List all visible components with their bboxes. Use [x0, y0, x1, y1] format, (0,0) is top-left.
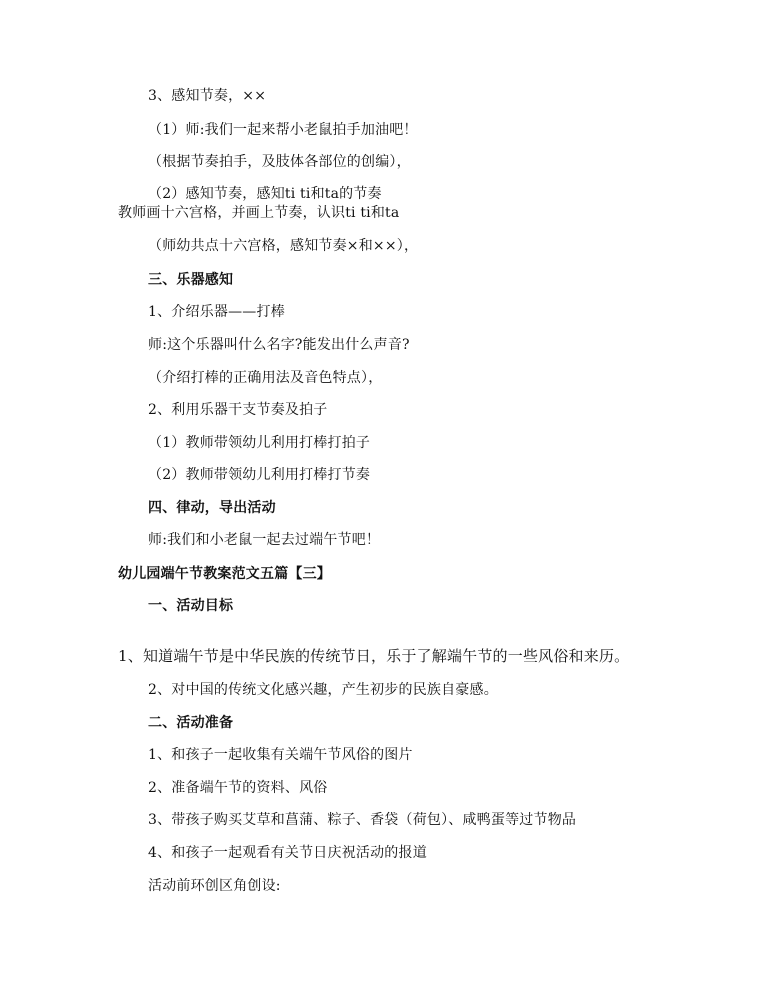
- paragraph-10: （1）教师带领幼儿利用打棒打拍子: [148, 435, 371, 451]
- preparation-3: 3、带孩子购买艾草和菖蒲、粽子、香袋（荷包）、咸鸭蛋等过节物品: [148, 812, 577, 828]
- paragraph-1: （1）师:我们一起来帮小老鼠拍手加油吧！: [148, 122, 418, 138]
- article-title: 幼儿园端午节教案范文五篇【三】: [118, 566, 331, 582]
- paragraph-8: （介绍打棒的正确用法及音色特点），: [148, 370, 383, 386]
- goal-2: 2、对中国的传统文化感兴趣，产生初步的民族自豪感。: [148, 682, 498, 698]
- section-heading-rhythm: 四、律动，导出活动: [148, 500, 276, 516]
- paragraph-4: 教师画十六宫格，并画上节奏，认识ti ti和ta: [118, 205, 400, 221]
- paragraph-5: （师幼共点十六宫格，感知节奏×和××），: [148, 238, 419, 254]
- paragraph-3: （2）感知节奏，感知ti ti和ta的节奏: [148, 186, 382, 202]
- section-heading-preparation: 二、活动准备: [148, 715, 234, 731]
- section-heading-goals: 一、活动目标: [148, 598, 234, 614]
- goal-1: 1、知道端午节是中华民族的传统节日，乐于了解端午节的一些风俗和来历。: [118, 647, 630, 665]
- section-heading-instrument: 三、乐器感知: [148, 272, 234, 288]
- paragraph-2: （根据节奏拍手，及肢体各部位的创编），: [148, 154, 411, 170]
- preparation-2: 2、准备端午节的资料、风俗: [148, 780, 328, 796]
- paragraph-13: 活动前环创区角创设:: [148, 878, 281, 894]
- preparation-1: 1、和孩子一起收集有关端午节风俗的图片: [148, 747, 413, 763]
- paragraph-12: 师:我们和小老鼠一起去过端午节吧！: [148, 532, 381, 548]
- step-3-heading: 3、感知节奏，××: [148, 88, 267, 104]
- paragraph-11: （2）教师带领幼儿利用打棒打节奏: [148, 467, 371, 483]
- preparation-4: 4、和孩子一起观看有关节日庆祝活动的报道: [148, 845, 427, 861]
- paragraph-9: 2、利用乐器干支节奏及拍子: [148, 402, 328, 418]
- paragraph-7: 师:这个乐器叫什么名字?能发出什么声音?: [148, 337, 410, 353]
- paragraph-6: 1、介绍乐器——打棒: [148, 304, 285, 320]
